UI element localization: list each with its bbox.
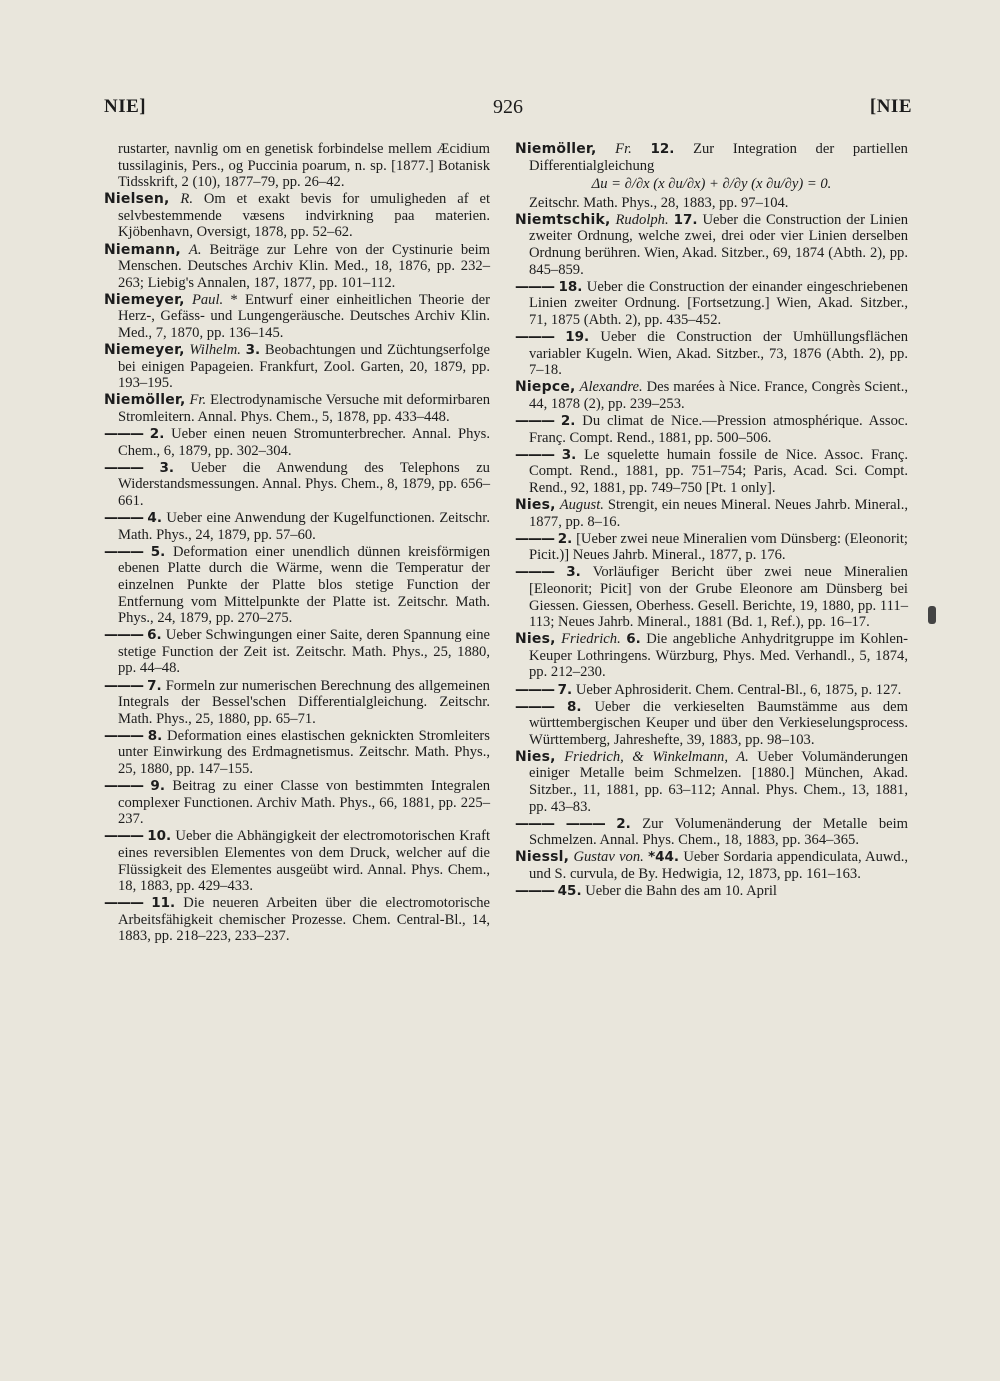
entry-text: Ueber die Construction der einander eingeschriebenen Linien zweiter Ordnung. [Fortsetzung.] Wien, Akad. Sitzber., 71, 1875 (Abth. 2), pp. 435–452. [529, 278, 908, 328]
entry-author: Niessl, [515, 849, 570, 866]
bibliography-entry [104, 460, 490, 510]
entry-number: 9. [150, 778, 165, 795]
entry-number: *44. [648, 849, 680, 866]
bibliography-entry [104, 426, 490, 459]
entry-text: Zeitschr. Math. Phys., 28, 1883, pp. 97–104. [529, 194, 789, 211]
bibliography-entry [515, 195, 908, 212]
entry-author: ——— [104, 895, 143, 912]
entry-text: Ueber die Construction der Linien zweiter Ordnung, welche zwei, drei oder vier Linien derselben Ordnung berühren. Wien, Akad. Sitzber., 69, 1874 (Abth. 2), pp. 845–859. [529, 211, 909, 278]
entry-text: Beobachtungen und Züchtungserfolge bei einigen Papageien. Frankfurt, Zool. Garten, 20, 1879, pp. 193–195. [118, 342, 490, 392]
entry-author: Niemeyer, [104, 342, 185, 359]
bibliography-entry [515, 816, 908, 849]
bibliography-entry [515, 413, 908, 446]
bibliography-entry [515, 849, 908, 882]
entry-text: rustarter, navnlig om en genetisk forbindelse mellem Æcidium tussilaginis, Pers., og Puccinia poarum, n. sp. [1877.] Botanisk Tidsskrift, 2 (10), 1877–79, pp. 26–42. [118, 141, 490, 191]
entry-text: Ueber die Anwendung des Telephons zu Widerstandsmessungen. Annal. Phys. Chem., 8, 1879, pp. 656–661. [118, 459, 490, 509]
entry-given-name: Wilhelm. [189, 342, 241, 359]
entry-author: Nielsen, [104, 191, 170, 208]
entry-author: Niepce, [515, 379, 576, 396]
bibliography-entry [515, 682, 908, 699]
bibliography-entry [104, 510, 490, 543]
entry-author: Niemtschik, [515, 211, 611, 228]
entry-text: Du climat de Nice.—Pression atmosphérique. Assoc. Franç. Compt. Rend., 1881, pp. 500–506. [529, 413, 909, 446]
entry-given-name: August. [559, 496, 604, 513]
entry-number: 19. [565, 329, 590, 346]
bibliography-entry [515, 699, 908, 749]
entry-author: Nies, [515, 748, 556, 765]
entry-number: 6. [147, 627, 162, 644]
entry-text: Formeln zur numerischen Berechnung des allgemeinen Integrals der Bessel'schen Differentialgleichung. Zeitschr. Math. Phys., 25, 1880, pp. 65–71. [118, 677, 490, 727]
bibliography-entry [515, 883, 908, 900]
entry-text: Die angebliche Anhydritgruppe im Kohlen-Keuper Lothringens. Würzburg, Phys. Med. Verhandl., 5, 1874, pp. 212–230. [529, 631, 908, 681]
running-head-left: NIE] [104, 96, 147, 117]
entry-author: ——— [104, 459, 143, 476]
entry-number: 7. [147, 677, 162, 694]
entry-text: Ueber die verkieselten Baumstämme aus dem württembergischen Keuper und über den Verkieselungsprocess. Württemberg, Jahreshefte, 39, 1883, pp. 98–103. [529, 698, 908, 748]
bibliography-entry [104, 191, 490, 241]
entry-text: Ueber die Bahn des am 10. April [585, 883, 777, 900]
entry-number: 8. [566, 698, 582, 715]
entry-given-name: Friedrich. [561, 631, 621, 648]
entry-author: ——— ——— [515, 815, 605, 832]
bibliography-entry [104, 342, 490, 392]
bibliography-entry [515, 564, 908, 630]
entry-number: 2. [557, 530, 573, 547]
entry-number: 11. [151, 895, 176, 912]
entry-number: 8. [147, 727, 163, 744]
entry-given-name: Rudolph. [615, 211, 669, 228]
entry-text: Ueber die Abhängigkeit der electromotorischen Kraft eines reversiblen Elementes von dem Druck, welcher auf die Flüssigkeit des Elementes ausgeübt wird. Annal. Phys. Chem., 18, 1883, pp. 429–433. [118, 828, 490, 895]
bibliography-entry [515, 749, 908, 815]
entry-text: Ueber die Construction der Umhüllungsflächen variabler Kugeln. Wien, Akad. Sitzber., 73, 1876 (Abth. 2), pp. 7–18. [529, 329, 908, 379]
bibliography-entry [104, 678, 490, 728]
entry-author: ——— [515, 883, 554, 900]
bibliography-entry [515, 212, 908, 278]
entry-text: Ueber einen neuen Stromunterbrecher. Annal. Phys. Chem., 6, 1879, pp. 302–304. [118, 426, 490, 459]
entry-author: ——— [104, 543, 143, 560]
entry-given-name: R. [180, 191, 193, 208]
entry-number: 3. [566, 564, 581, 581]
right-column [515, 141, 908, 900]
entry-author: ——— [104, 510, 143, 527]
entry-text: Ueber Schwingungen einer Saite, deren Spannung eine stetige Function der Zeit ist. Zeitschr. Math. Phys., 25, 1880, pp. 44–48. [118, 627, 490, 677]
bibliography-entry [104, 627, 490, 677]
entry-author: Niemöller, [104, 392, 186, 409]
entry-text: Ueber Aphrosiderit. Chem. Central-Bl., 6, 1875, p. 127. [575, 681, 902, 698]
page-header [104, 96, 912, 126]
bibliography-entry [515, 447, 908, 497]
entry-number: 45. [557, 883, 582, 900]
margin-mark [928, 606, 936, 624]
entry-author: ——— [104, 828, 143, 845]
bibliography-entry [104, 141, 490, 191]
entry-text: Beitrag zu einer Classe von bestimmten Integralen complexer Functionen. Archiv Math. Phys., 66, 1881, pp. 225–237. [118, 778, 490, 828]
entry-text: Zur Integration der partiellen Differentialgleichung [529, 141, 908, 174]
entry-text: [Ueber zwei neue Mineralien vom Dünsberg: (Eleonorit; Picit.)] Neues Jahrb. Mineral., 1877, p. 176. [529, 530, 908, 564]
entry-number: 2. [149, 426, 165, 443]
bibliography-entry [104, 392, 490, 425]
entry-text: Strengit, ein neues Mineral. Neues Jahrb. Mineral., 1877, pp. 8–16. [529, 496, 909, 530]
entry-author: ——— [515, 413, 554, 429]
entry-given-name: Paul. [191, 291, 224, 308]
entry-number: 17. [673, 211, 698, 228]
entry-text: Ueber Sordaria appendiculata, Auwd., und S. curvula, de By. Hedwigia, 12, 1873, pp. 161–163. [529, 849, 909, 883]
bibliography-entry [104, 544, 490, 627]
entry-number: 3. [159, 459, 175, 476]
entry-number: 12. [650, 141, 675, 157]
entry-given-name: Gustav von. [573, 849, 644, 866]
entry-author: Niemöller, [515, 141, 597, 157]
entry-author: Niemann, [104, 241, 181, 258]
entry-text: Ueber eine Anwendung der Kugelfunctionen. Zeitschr. Math. Phys., 24, 1879, pp. 57–60. [118, 510, 490, 543]
entry-author: ——— [515, 698, 554, 715]
entry-number: 6. [626, 631, 641, 648]
entry-author: ——— [515, 329, 554, 346]
entry-number: 10. [147, 828, 172, 845]
bibliography-entry [104, 778, 490, 828]
bibliography-entry [515, 329, 908, 379]
bibliography-entry [104, 292, 490, 342]
entry-author: ——— [104, 778, 143, 795]
entry-number: 3. [561, 446, 577, 463]
entry-author: ——— [515, 564, 554, 581]
entry-author: ——— [104, 426, 143, 443]
bibliography-entry [104, 242, 490, 292]
entry-given-name: A. [188, 241, 202, 258]
entry-author: ——— [515, 681, 554, 698]
entry-author: Nies, [515, 496, 556, 513]
entry-text: Ueber Volumänderungen einiger Metalle beim Schmelzen. [1880.] München, Akad. Sitzber., 11, 1881, pp. 63–112; Annal. Phys. Chem., 13, 1881, pp. 43–83. [529, 748, 908, 815]
entry-text: Zur Volumenänderung der Metalle beim Schmelzen. Annal. Phys. Chem., 18, 1883, pp. 364–365. [529, 815, 909, 849]
bibliography-entry [104, 828, 490, 894]
entry-given-name: Friedrich, & Winkelmann, A. [564, 748, 749, 765]
entry-number: 5. [150, 543, 166, 560]
entry-author: ——— [515, 530, 554, 547]
entry-author: ——— [515, 446, 554, 463]
bibliography-entry [515, 141, 908, 174]
entry-given-name: Alexandre. [579, 379, 643, 396]
entry-text: Om et exakt bevis for umuligheden af et selvbestemmende væsens indvirkning paa materien. Kjöbenhavn, Oversigt, 1878, pp. 52–62. [118, 191, 490, 241]
equation: Δu = ∂/∂x (x ∂u/∂x) + ∂/∂y (x ∂u/∂y) = 0. [591, 176, 832, 193]
entry-number: 2. [616, 815, 631, 832]
bibliography-entry [104, 895, 490, 945]
left-column [104, 141, 490, 946]
entry-text: Electrodynamische Versuche mit deformirbaren Stromleitern. Annal. Phys. Chem., 5, 1878, pp. 433–448. [118, 392, 490, 425]
entry-text: Die neueren Arbeiten über die electromotorische Arbeitsfähigkeit chemischer Prozesse. Chem. Central-Bl., 14, 1883, pp. 218–223, 233–237. [118, 895, 490, 945]
entry-text: * Entwurf einer einheitlichen Theorie der Herz-, Gefäss- und Lungengeräusche. Deutsches Archiv Klin. Med., 7, 1870, pp. 136–145. [118, 291, 490, 342]
entry-text: Le squelette humain fossile de Nice. Assoc. Franç. Compt. Rend., 1881, pp. 751–754; Paris, Acad. Sci. Compt. Rend., 92, 1881, pp. 749–750 [Pt. 1 only]. [529, 446, 908, 496]
entry-given-name: Fr. [189, 392, 207, 409]
entry-number: 2. [560, 413, 576, 429]
entry-author: ——— [104, 727, 143, 744]
entry-number: 18. [558, 278, 583, 295]
entry-text: Des marées à Nice. France, Congrès Scient., 44, 1878 (2), pp. 239–253. [529, 379, 909, 412]
entry-given-name: Fr. [615, 141, 632, 157]
bibliography-entry [515, 631, 908, 681]
entry-author: ——— [104, 677, 143, 694]
entry-author: ——— [104, 627, 143, 644]
entry-number: 3. [245, 342, 261, 359]
bibliography-entry [515, 379, 908, 412]
entry-text: Beiträge zur Lehre von der Cystinurie beim Menschen. Deutsches Archiv Klin. Med., 18, 1876, pp. 232–263; Liebig's Annalen, 187, 1877, pp. 101–112. [118, 241, 491, 291]
entry-text: Vorläufiger Bericht über zwei neue Mineralien [Eleonorit; Picit] von der Grube Eleonore am Dünsberg bei Giessen. Giessen, Oberhess. Gesell. Berichte, 19, 1880, pp. 111–113; Neues Jahrb. Mineral., 1881 (Bd. 1, Ref.), pp. 16–17. [529, 564, 908, 631]
entry-text: Deformation einer unendlich dünnen kreisförmigen ebenen Platte durch die Wärme, wenn die Temperatur der einzelnen Punkte der Platte blos stetige Function der Entfernung vom Mittelpunkte der Platte ist. Zeitschr. Math. Phys., 24, 1879, pp. 270–275. [118, 543, 490, 627]
entry-author: Nies, [515, 631, 556, 648]
entry-number: 7. [557, 681, 573, 698]
running-head-right: [NIE [869, 96, 912, 117]
entry-author: ——— [515, 278, 554, 295]
page-number: 926 [493, 96, 523, 118]
bibliography-entry [104, 728, 490, 778]
bibliography-entry [515, 497, 908, 530]
bibliography-entry [515, 531, 908, 564]
entry-author: Niemeyer, [104, 291, 185, 308]
bibliography-entry [515, 279, 908, 329]
entry-number: 4. [147, 510, 162, 527]
entry-text: Deformation eines elastischen geknickten Stromleiters unter Einwirkung des Erdmagnetismus. Zeitschr. Math. Phys., 25, 1880, pp. 147–155. [118, 727, 490, 777]
